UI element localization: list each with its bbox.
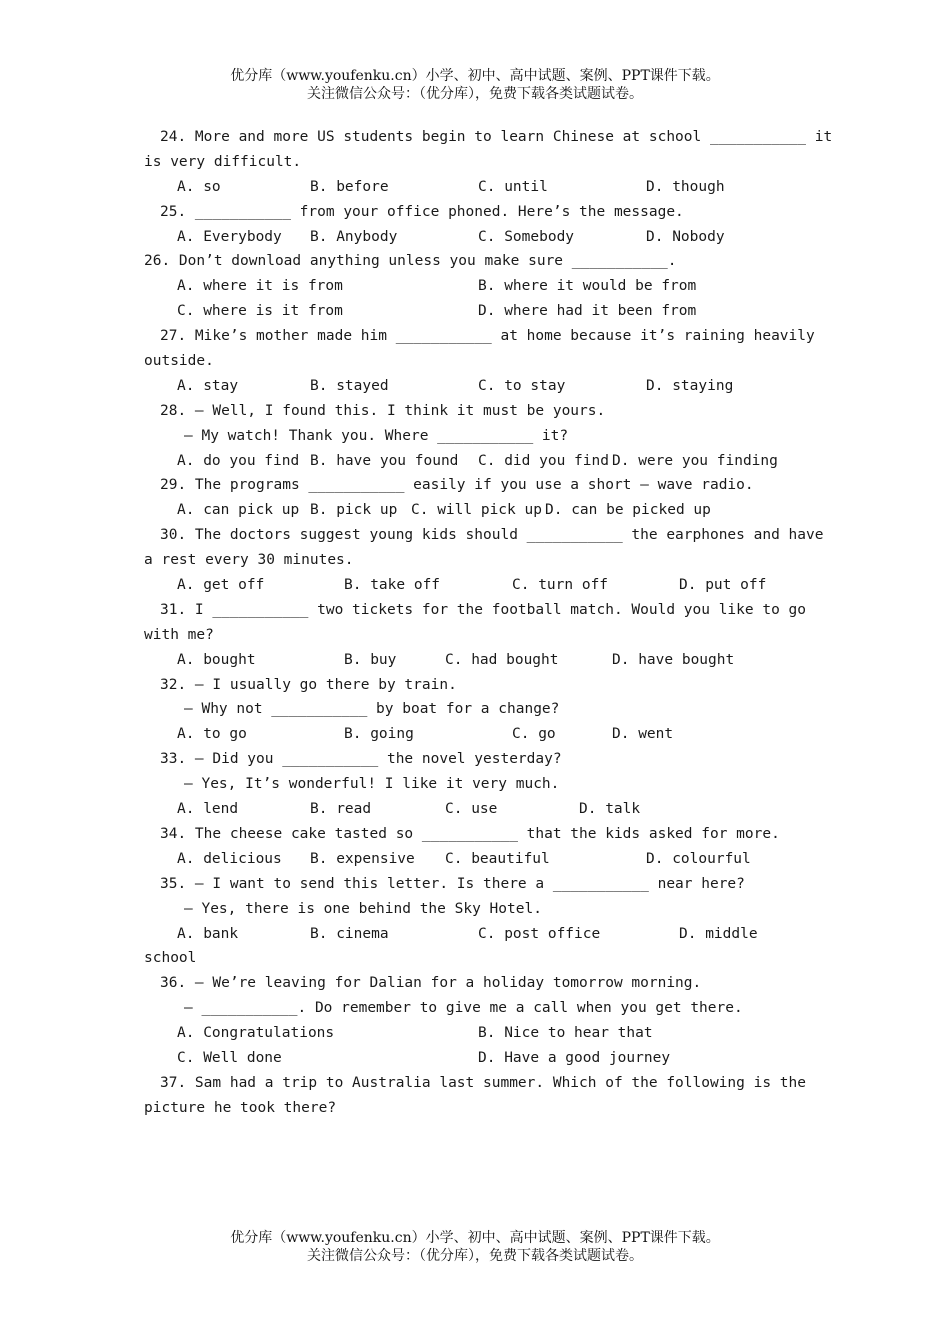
option-d[interactable]: D. can be picked up xyxy=(545,502,711,519)
option-c[interactable]: C. use xyxy=(445,801,498,818)
option-a[interactable]: A. where it is from xyxy=(177,278,343,295)
option-b[interactable]: B. expensive xyxy=(310,850,415,867)
option-b[interactable]: B. pick up xyxy=(310,502,398,519)
option-a[interactable]: A. to go xyxy=(177,726,247,743)
option-b[interactable]: B. have you found xyxy=(310,452,459,469)
option-d[interactable]: D. colourful xyxy=(646,850,751,867)
question-26-stem: 26. Don’t download anything unless you make sure ___________. xyxy=(144,253,677,270)
question-36-options-ab xyxy=(144,1021,814,1046)
question-33-options xyxy=(144,797,814,822)
option-d[interactable]: D. have bought xyxy=(612,651,735,668)
question-33-reply: — Yes, It’s wonderful! I like it very much. xyxy=(184,776,560,793)
page-header xyxy=(0,67,950,103)
option-b[interactable]: B. cinema xyxy=(310,925,389,942)
option-c[interactable]: C. did you find xyxy=(478,452,609,469)
option-a[interactable]: A. so xyxy=(177,178,221,195)
option-c[interactable]: C. had bought xyxy=(445,651,559,668)
option-b[interactable]: B. where it would be from xyxy=(478,278,697,295)
option-a[interactable]: A. Congratulations xyxy=(177,1025,335,1042)
question-32-reply: — Why not ___________ by boat for a change? xyxy=(184,701,560,718)
option-c[interactable]: C. until xyxy=(478,178,548,195)
option-a[interactable]: A. stay xyxy=(177,377,239,394)
question-31-options xyxy=(144,648,814,673)
option-b[interactable]: B. buy xyxy=(344,651,397,668)
header-line-2: 关注微信公众号：（优分库），免费下载各类试题试卷。 xyxy=(307,86,643,102)
question-34-stem: 34. The cheese cake tasted so ___________ that the kids asked for more. xyxy=(160,825,780,842)
question-30-stem: 30. The doctors suggest young kids should ___________ the earphones and have xyxy=(160,527,824,544)
option-a[interactable]: A. lend xyxy=(177,801,239,818)
option-b[interactable]: B. take off xyxy=(344,577,441,594)
question-28-reply: — My watch! Thank you. Where ___________ it? xyxy=(184,427,569,444)
option-b[interactable]: B. going xyxy=(344,726,414,743)
option-c[interactable]: C. to stay xyxy=(478,377,566,394)
option-d[interactable]: D. went xyxy=(612,726,674,743)
option-d[interactable]: D. talk xyxy=(579,801,641,818)
option-a[interactable]: A. do you find xyxy=(177,452,300,469)
option-c[interactable]: C. turn off xyxy=(512,577,609,594)
option-c[interactable]: C. Well done xyxy=(177,1049,282,1066)
option-a[interactable]: A. get off xyxy=(177,577,265,594)
question-25-options xyxy=(144,225,814,250)
option-c[interactable]: C. beautiful xyxy=(445,850,550,867)
option-b[interactable]: B. stayed xyxy=(310,377,389,394)
question-28-stem: 28. — Well, I found this. I think it must be yours. xyxy=(160,402,606,419)
question-list xyxy=(144,125,833,1121)
question-32-stem: 32. — I usually go there by train. xyxy=(160,676,457,693)
option-b[interactable]: B. before xyxy=(310,178,389,195)
option-b[interactable]: B. Nice to hear that xyxy=(478,1025,653,1042)
footer-line-1: 优分库（www.youfenku.cn）小学、初中、高中试题、案例、PPT课件下载。 xyxy=(230,1230,720,1246)
question-24-continuation: is very difficult. xyxy=(144,153,302,170)
option-c[interactable]: C. where is it from xyxy=(177,303,343,320)
question-36-reply: — ___________. Do remember to give me a call when you get there. xyxy=(184,1000,743,1017)
option-c[interactable]: C. Somebody xyxy=(478,228,575,245)
header-line-1: 优分库（www.youfenku.cn）小学、初中、高中试题、案例、PPT课件下载。 xyxy=(230,68,720,84)
option-a[interactable]: A. delicious xyxy=(177,850,282,867)
option-d[interactable]: D. Have a good journey xyxy=(478,1049,671,1066)
option-c[interactable]: C. post office xyxy=(478,925,601,942)
question-29-options xyxy=(144,498,814,523)
question-27-options xyxy=(144,374,814,399)
option-b[interactable]: B. Anybody xyxy=(310,228,398,245)
option-d[interactable]: D. middle xyxy=(679,925,758,942)
option-a[interactable]: A. bank xyxy=(177,925,239,942)
question-36-stem: 36. — We’re leaving for Dalian for a holiday tomorrow morning. xyxy=(160,975,702,992)
option-d[interactable]: D. staying xyxy=(646,377,734,394)
question-31-continuation: with me? xyxy=(144,626,214,643)
option-d[interactable]: D. were you finding xyxy=(612,452,778,469)
option-b[interactable]: B. read xyxy=(310,801,372,818)
question-26-options-ab xyxy=(144,274,814,299)
option-a[interactable]: A. Everybody xyxy=(177,228,282,245)
option-d[interactable]: D. Nobody xyxy=(646,228,725,245)
question-37-stem: 37. Sam had a trip to Australia last summer. Which of the following is the xyxy=(160,1074,807,1091)
question-30-options xyxy=(144,573,814,598)
option-d[interactable]: D. where had it been from xyxy=(478,303,697,320)
option-c[interactable]: C. go xyxy=(512,726,556,743)
option-d[interactable]: D. though xyxy=(646,178,725,195)
question-25-stem: 25. ___________ from your office phoned. Here’s the message. xyxy=(160,203,684,220)
question-32-options xyxy=(144,722,814,747)
option-d[interactable]: D. put off xyxy=(679,577,767,594)
question-27-continuation: outside. xyxy=(144,353,214,370)
question-36-options-cd xyxy=(144,1046,814,1071)
question-31-stem: 31. I ___________ two tickets for the football match. Would you like to go xyxy=(160,601,807,618)
question-35-reply: — Yes, there is one behind the Sky Hotel. xyxy=(184,900,542,917)
question-35-options xyxy=(144,922,814,947)
question-24-options xyxy=(144,175,814,200)
page-footer xyxy=(0,1229,950,1265)
question-28-options xyxy=(144,449,814,474)
question-33-stem: 33. — Did you ___________ the novel yesterday? xyxy=(160,751,562,768)
question-30-continuation: a rest every 30 minutes. xyxy=(144,552,354,569)
question-29-stem: 29. The programs ___________ easily if you use a short — wave radio. xyxy=(160,477,754,494)
question-35-option-d-wrap: school xyxy=(144,950,197,967)
option-c[interactable]: C. will pick up xyxy=(411,502,542,519)
question-26-options-cd xyxy=(144,299,814,324)
option-a[interactable]: A. can pick up xyxy=(177,502,300,519)
question-27-stem: 27. Mike’s mother made him ___________ at home because it’s raining heavily xyxy=(160,328,815,345)
footer-line-2: 关注微信公众号：（优分库），免费下载各类试题试卷。 xyxy=(307,1248,643,1264)
question-35-stem: 35. — I want to send this letter. Is there a ___________ near here? xyxy=(160,875,745,892)
question-37-continuation: picture he took there? xyxy=(144,1099,337,1116)
question-34-options xyxy=(144,847,814,872)
question-24-stem: 24. More and more US students begin to learn Chinese at school ___________ it xyxy=(160,129,833,145)
option-a[interactable]: A. bought xyxy=(177,651,256,668)
